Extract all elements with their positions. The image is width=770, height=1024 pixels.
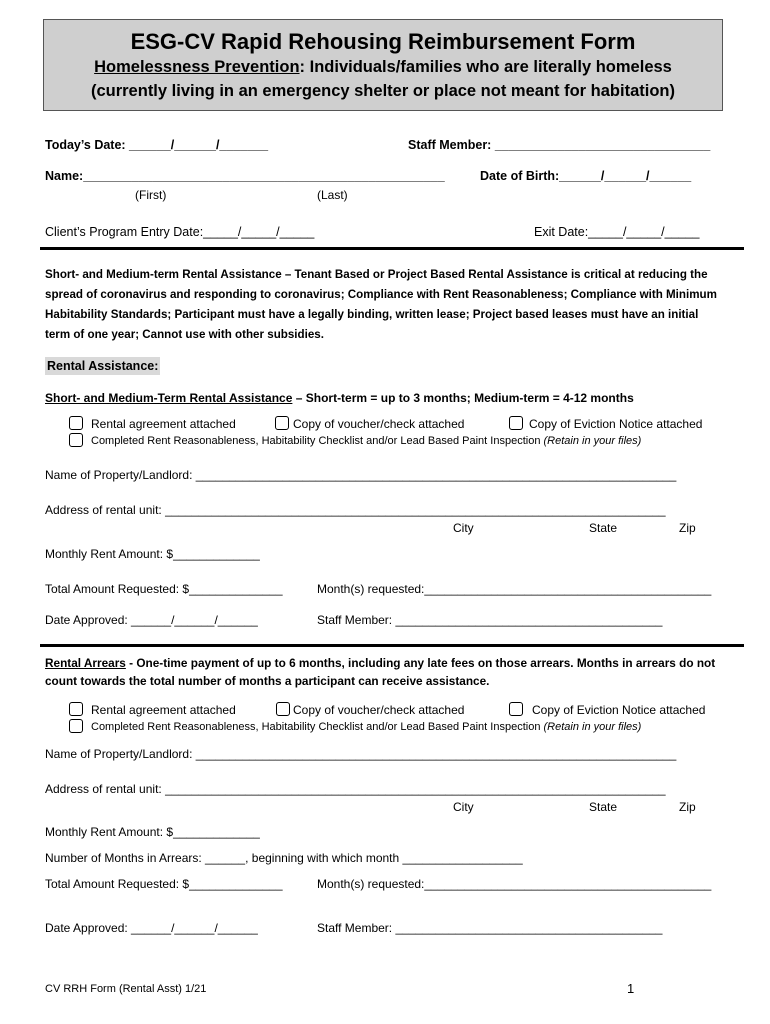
voucher-check-checkbox[interactable] <box>276 702 290 716</box>
form-subtitle: Homelessness Prevention: Individuals/families who are literally homeless <box>94 58 672 76</box>
rental-agreement-checkbox[interactable] <box>69 702 83 716</box>
voucher-check-checkbox[interactable] <box>275 416 289 430</box>
section-divider <box>40 644 744 647</box>
monthly-rent-field[interactable]: Monthly Rent Amount: $_____________ <box>45 825 260 839</box>
months-requested-field[interactable]: Month(s) requested:___________________________________________ <box>317 877 712 891</box>
form-header <box>43 19 723 111</box>
completed-inspection-checkbox[interactable] <box>69 719 83 733</box>
total-requested-field[interactable]: Total Amount Requested: $______________ <box>45 582 283 596</box>
eviction-notice-checkbox[interactable] <box>509 416 523 430</box>
approving-staff-field[interactable]: Staff Member: ________________________________________ <box>317 921 663 935</box>
form-subtitle-line2: (currently living in an emergency shelter or place not meant for habitation) <box>90 82 676 100</box>
date-of-birth-field[interactable]: Date of Birth:______/______/______ <box>480 169 692 183</box>
rental-address-field[interactable]: Address of rental unit: ___________________________________________________________________________ <box>45 782 666 796</box>
page-number: 1 <box>627 981 635 996</box>
date-approved-field[interactable]: Date Approved: ______/______/______ <box>45 613 258 627</box>
total-requested-field[interactable]: Total Amount Requested: $______________ <box>45 877 283 891</box>
state-label: State <box>589 521 618 535</box>
months-requested-field[interactable]: Month(s) requested:___________________________________________ <box>317 582 712 596</box>
date-approved-field[interactable]: Date Approved: ______/______/______ <box>45 921 258 935</box>
city-label: City <box>453 800 474 814</box>
months-in-arrears-field[interactable]: Number of Months in Arrears: ______, beginning with which month __________________ <box>45 851 523 865</box>
rental-address-field[interactable]: Address of rental unit: ___________________________________________________________________________ <box>45 503 666 517</box>
completed-inspection-checkbox[interactable] <box>69 433 83 447</box>
todays-date-field[interactable]: Today’s Date: ______/______/_______ <box>45 138 269 152</box>
completed-inspection-label: Completed Rent Reasonableness, Habitability Checklist and/or Lead Based Paint Inspection (Retain in your files) <box>91 435 642 447</box>
staff-member-field[interactable]: Staff Member: _______________________________ <box>408 138 711 152</box>
zip-label: Zip <box>679 521 696 535</box>
eviction-notice-checkbox[interactable] <box>509 702 523 716</box>
form-title: ESG-CV Rapid Rehousing Reimbursement Form <box>130 29 636 54</box>
rental-agreement-label: Rental agreement attached <box>91 417 236 431</box>
subtitle-program: Homelessness Prevention <box>94 58 300 76</box>
zip-label: Zip <box>679 800 696 814</box>
property-landlord-field[interactable]: Name of Property/Landlord: ________________________________________________________________________ <box>45 747 677 761</box>
rental-agreement-label: Rental agreement attached <box>91 703 236 717</box>
city-label: City <box>453 521 474 535</box>
program-entry-date-field[interactable]: Client’s Program Entry Date:_____/_____/_____ <box>45 225 315 239</box>
first-name-label: (First) <box>135 188 167 202</box>
rental-assistance-heading: Rental Assistance: <box>47 359 159 373</box>
voucher-check-label: Copy of voucher/check attached <box>293 417 465 431</box>
short-medium-term-heading: Short- and Medium-Term Rental Assistance – Short-term = up to 3 months; Medium-term = 4-12 months <box>45 391 634 405</box>
last-name-label: (Last) <box>317 188 348 202</box>
voucher-check-label: Copy of voucher/check attached <box>293 703 465 717</box>
eviction-notice-label: Copy of Eviction Notice attached <box>529 417 703 431</box>
approving-staff-field[interactable]: Staff Member: ________________________________________ <box>317 613 663 627</box>
state-label: State <box>589 800 618 814</box>
exit-date-field[interactable]: Exit Date:_____/_____/_____ <box>534 225 700 239</box>
intro-paragraph: Short- and Medium-term Rental Assistance – Tenant Based or Project Based Rental Assistance is critical at reducing the spread of coronavirus and responding to coronavirus; Compliance with Rent Reasonableness; Compliance with Minimum Habitability Standards; Participant must have a legally binding, written lease; Project based leases must have an initial term of one year; Cannot use with other subsidies. <box>45 268 717 341</box>
form-id-footer: CV RRH Form (Rental Asst) 1/21 <box>45 983 207 995</box>
property-landlord-field[interactable]: Name of Property/Landlord: ________________________________________________________________________ <box>45 468 677 482</box>
eviction-notice-label: Copy of Eviction Notice attached <box>532 703 706 717</box>
section-divider <box>40 247 744 250</box>
monthly-rent-field[interactable]: Monthly Rent Amount: $_____________ <box>45 547 260 561</box>
client-name-field[interactable]: Name:____________________________________________________ <box>45 169 445 183</box>
rental-arrears-heading: Rental Arrears - One-time payment of up to 6 months, including any late fees on those arrears. Months in arrears do not count towards the total number of months a participant can receive assistance. <box>45 656 716 688</box>
completed-inspection-label: Completed Rent Reasonableness, Habitability Checklist and/or Lead Based Paint Inspection (Retain in your files) <box>91 721 642 733</box>
rental-agreement-checkbox[interactable] <box>69 416 83 430</box>
